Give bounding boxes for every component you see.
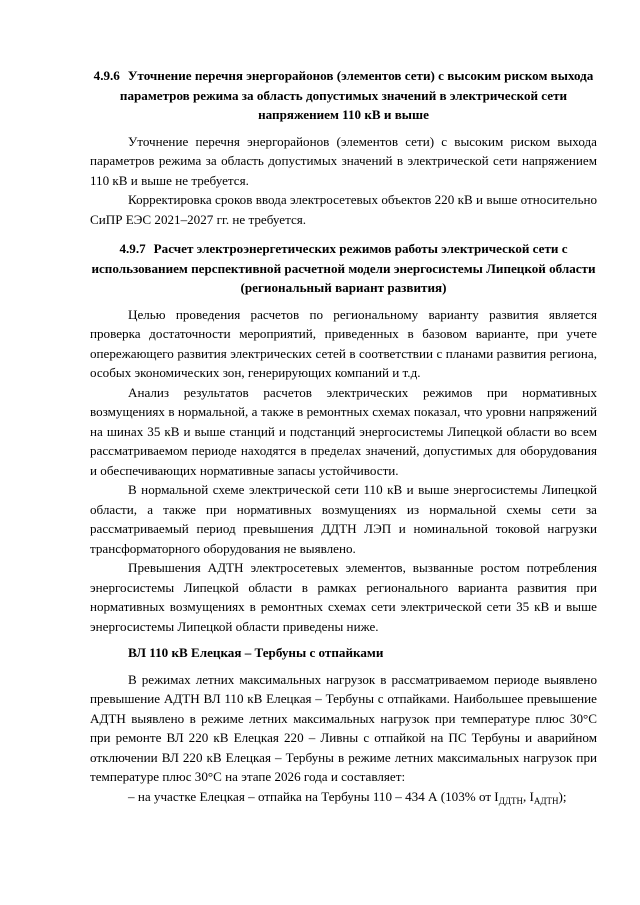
paragraph: Уточнение перечня энергорайонов (элементов сети) с высоким риском выхода параметров режима за область допустимых значений в электрической сети напряжением 110 кВ и выше не требуется. <box>90 133 597 188</box>
section-title: Уточнение перечня энергорайонов (элементов сети) с высоким риском выхода параметров режима за область допустимых значений в электрической сети напряжением 110 кВ и выше <box>119 68 594 122</box>
list-item-text: ); <box>558 788 567 804</box>
section-title: Расчет электроэнергетических режимов работы электрической сети с использованием перспективной расчетной модели энергосистемы Липецкой области (региональный вариант развития) <box>91 241 596 295</box>
list-item-text: , I <box>522 788 534 804</box>
bullet-dash: – <box>128 788 135 804</box>
section-heading-4-9-6 <box>90 66 597 125</box>
subscript-ddtn: ДДТН <box>498 795 523 806</box>
paragraph: Анализ результатов расчетов электрических режимов при нормативных возмущениях в нормальной, а также в ремонтных схемах показал, что уровни напряжений на шинах 35 кВ и выше станций и подстанций энергосистемы Липецкой области во всем рассматриваемом периоде находятся в пределах значений, допустимых для оборудования и обеспечивающих нормативные запасы устойчивости. <box>90 384 597 478</box>
paragraph: Корректировка сроков ввода электросетевых объектов 220 кВ и выше относительно СиПР ЕЭС 2021–2027 гг. не требуется. <box>90 192 597 227</box>
paragraph: В режимах летних максимальных нагрузок в рассматриваемом периоде выявлено превышение АДТН ВЛ 110 кВ Елецкая – Тербуны с отпайками. Наибольшее превышение АДТН выявлено в режиме летних максимальных нагрузок при температуре плюс 30°С при ремонте ВЛ 220 кВ Елецкая 220 – Ливны с отпайкой на ПС Тербуны и аварийном отключении ВЛ 220 кВ Елецкая – Тербуны в режиме летних максимальных нагрузок при температуре плюс 30°С на этапе 2026 года и составляет: <box>90 671 597 784</box>
section-number: 4.9.6 <box>93 68 120 83</box>
list-item-text: на участке Елецкая – отпайка на Тербуны 110 – 434 А (103% от I <box>137 788 499 804</box>
paragraph: В нормальной схеме электрической сети 110 кВ и выше энергосистемы Липецкой области, а также при нормативных возмущениях из нормальной схемы сети за рассматриваемый период превышения ДДТН ЛЭП и номинальной токовой нагрузки трансформаторного оборудования не выявлено. <box>90 482 597 556</box>
section-heading-4-9-7 <box>90 239 597 298</box>
list-item <box>90 787 597 807</box>
paragraph: Целью проведения расчетов по региональному варианту развития является проверка достаточности мероприятий, приведенных в базовом варианте, при учете опережающего развития электрических сетей в соответствии с планами развития региона, особых экономических зон, генерирующих компаний и т.д. <box>90 306 597 380</box>
subscript-adtn: АДТН <box>533 795 559 806</box>
line-subheading: ВЛ 110 кВ Елецкая – Тербуны с отпайками <box>128 645 384 660</box>
document-page <box>90 62 597 806</box>
paragraph: Превышения АДТН электросетевых элементов, вызванные ростом потребления энергосистемы Липецкой области в рамках регионального варианта развития при нормативных возмущениях в ремонтных схемах сети электрической сети 35 кВ и выше энергосистемы Липецкой области приведены ниже. <box>90 560 597 634</box>
section-number: 4.9.7 <box>119 241 146 256</box>
